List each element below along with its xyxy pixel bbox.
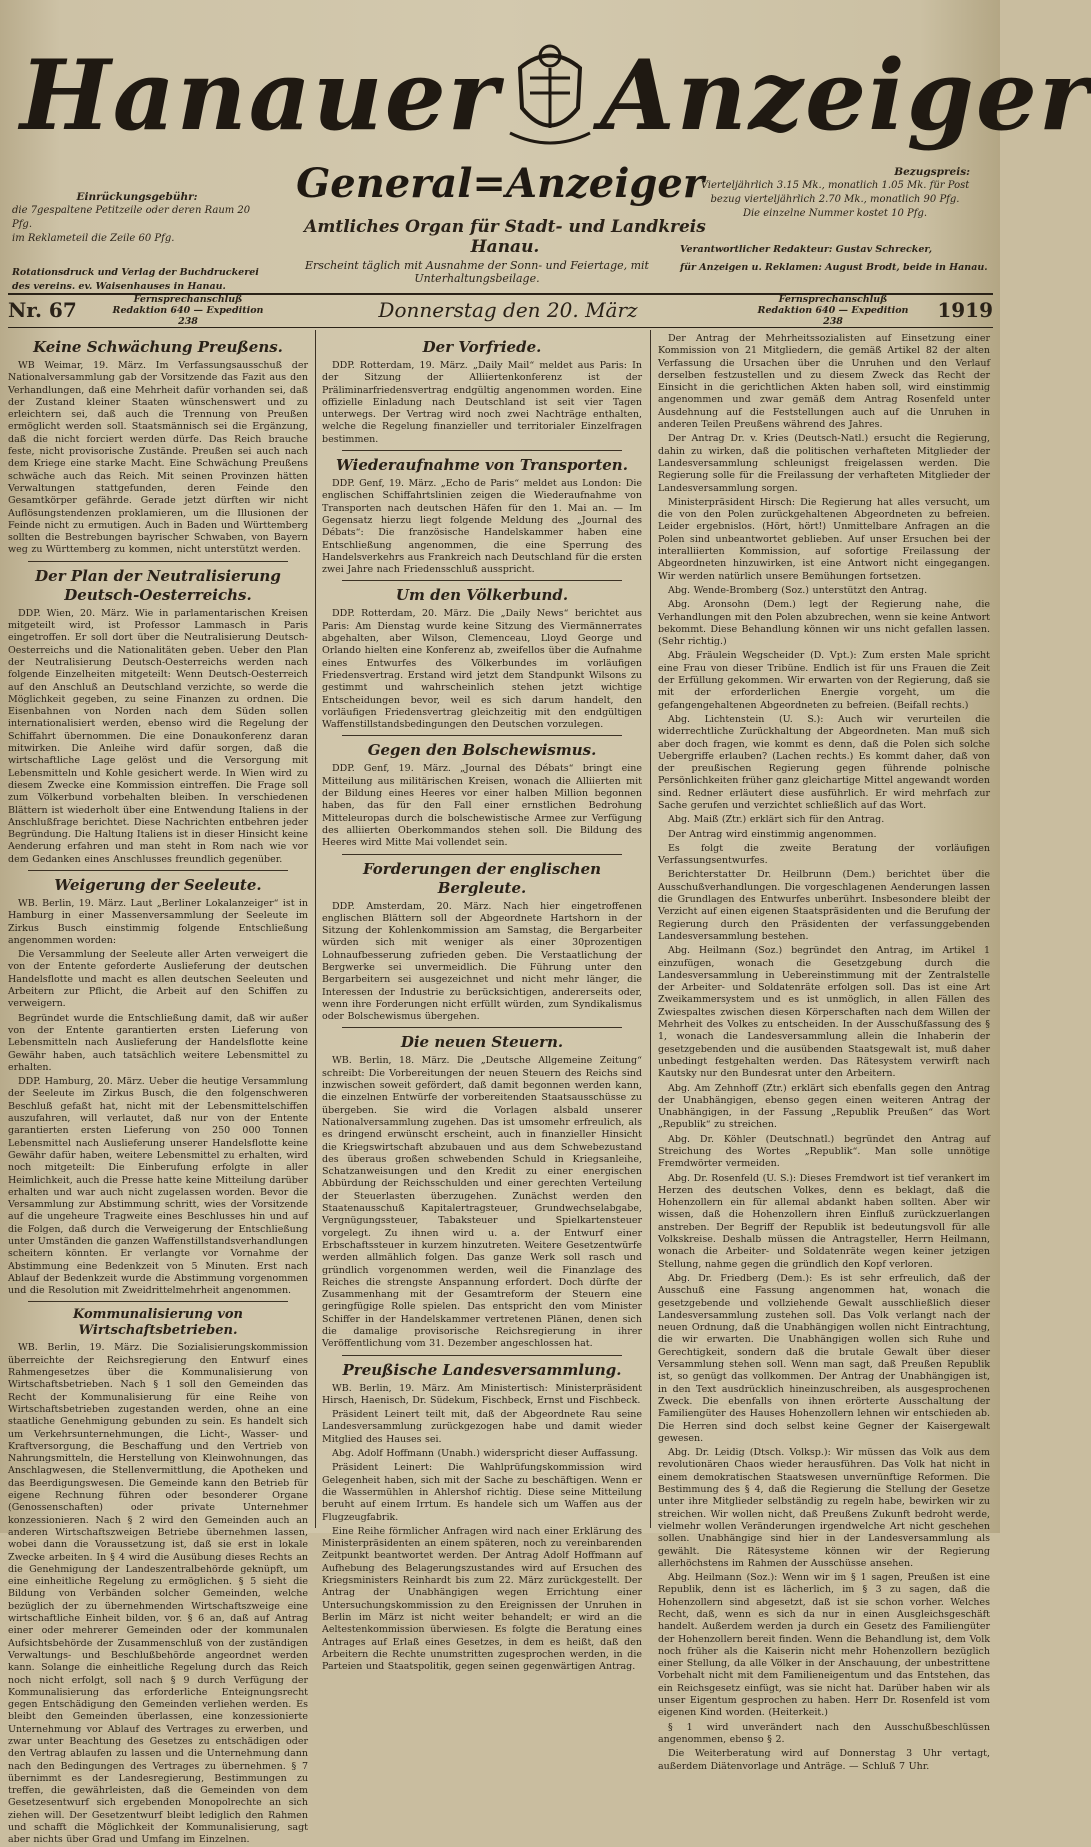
masthead <box>20 30 1091 160</box>
headline-landesversammlung: Preußische Landesversammlung. <box>342 1360 622 1379</box>
phone-left-numbers: Redaktion 640 — Expedition 238 <box>112 304 264 327</box>
article-text: WB. Berlin, 19. März. Am Ministertisch: Ministerpräsident Hirsch, Haenisch, Dr. Südekum, Fischbeck, Ernst und Fischbeck. <box>322 1382 642 1406</box>
article-text: Berichterstatter Dr. Heilbrunn (Dem.) berichtet über die Ausschußverhandlungen. Die vorgeschlagenen Aenderungen lassen die Grundlagen des Entwurfes unberührt. Insbesondere bleibt der Verzicht auf einen eigenen Staatspräsidenten und die Berufung der Regierung durch den Präsidenten der verfassunggebenden Landesversammlung bestehen. <box>658 869 990 942</box>
masthead-title-right: Anzeiger <box>600 38 1091 152</box>
article-text: Der Antrag wird einstimmig angenommen. <box>668 828 877 840</box>
article-separator <box>342 854 622 855</box>
article-text: WB. Berlin, 18. März. Die „Deutsche Allgemeine Zeitung“ schreibt: Die Vorbereitungen der neuen Steuern des Reichs sind inzwischen soweit gefördert, daß damit begonnen werden kann, die einzelnen Entwürfe der vorbereitenden Staatsausschüsse zu übergeben. Sie wird die Vorlagen alsbald unserer Nationalversammlung zugehen. Das ist umsomehr erfreulich, als es dringend erwünscht erscheint, auch in finanzieller Hinsicht die Kriegswirtschaft abzubauen und aus dem Schwebezustand des überaus großen schwebenden Schuld in Kriegsanleihe, Schatzanweisungen und den Kredit zu einer energischen Abbürdung der Reichsschulden und einer gerechten Verteilung der Steuerlasten überzugehen. Zunächst werden den Staatenausschuß Kapitalertragsteuer, Grundwechselabgabe, Vergnügungssteuer, Tabaksteuer und Spielkartensteuer vorgelegt. Zu ihnen wird u. a. der Entwurf einer Erbschaftssteuer in kurzem hinzutreten. Weitere Gesetzentwürfe werden allmählich folgen. Das ganze Werk soll rasch und gründlich vorgenommen werden, weil die Finanzlage des Reiches die strengste Anspannung erfordert. Doch dürfte der Zusammenhang mit der Gesamtreform der Steuern eine geringfügige Rolle spielen. Das entspricht den vom Minister Schiffer in der Handelskammer vertretenen Plänen, denen sich die damalige provisorische Reichsregierung in ihrer Veröffentlichung vom 31. Dezember angeschlossen hat. <box>322 1055 642 1350</box>
article-text: Die Weiterberatung wird auf Donnerstag 3 Uhr vertagt, außerdem Diätenvorlage und Anträge. — Schluß 7 Uhr. <box>658 1748 990 1772</box>
subscription-heading: Bezugspreis: <box>894 166 970 178</box>
article-separator <box>342 450 622 451</box>
article-separator <box>28 1301 288 1302</box>
column-2 <box>322 333 642 1673</box>
article-text: Ministerpräsident Hirsch: Die Regierung hat alles versucht, um die von den Polen zurückgehaltenen Abgeordneten zu befreien. Leider ergebnislos. (Hört, hört!) Unmittelbare Anfragen an die Polen sind unbeantwortet geblieben. Auf unser Ersuchen bei der interalliierten Kommission, auf sofortige Freilassung der Abgeordneten hinzuwirken, ist eine Antwort nicht eingegangen. Wir werden natürlich unsere Bemühungen fortsetzen. <box>658 496 990 582</box>
phone-info-left <box>108 294 268 327</box>
headline-neutralisierung: Der Plan der Neutralisierung Deutsch-Oesterreichs. <box>35 566 281 604</box>
headline-transporte: Wiederaufnahme von Transporten. <box>336 456 628 475</box>
article-text: Abg. Heilmann (Soz.): Wenn wir im § 1 sagen, Preußen ist eine Republik, denn ist es lächerlich, im § 3 zu sagen, daß die Hohenzollern sind abgesetzt, daß ist sie schon vorher. Welches Recht, daß, wenn es sich da nur in einen Ausgleichsgeschäft handelt. Außerdem werden ja durch ein Gesetz des Familiengüter der Hohenzollern bereit finden. Wenn die Behandlung ist, dem Volk noch früher als die Kaiserin nicht mehr Hohenzollern bezüglich einer Stellung, da alle Völker in der Anschauung, der unbestrittene Vorbehalt nicht mit dem Familieneigentum und das Entstehen, das ein Reichsgesetz einfügt, was sie nicht hat. Darüber haben wir als unser Eigentum gesprochen zu haben. Herr Dr. Rosenfeld ist vom eigenen Kind worden. (Heiterkeit.) <box>658 1572 990 1719</box>
article-text: Abg. Dr. Köhler (Deutschnatl.) begründet den Antrag auf Streichung des Wortes „Republik“. Man solle unnötige Fremdwörter vermeiden. <box>658 1133 990 1170</box>
article-text: Präsident Leinert teilt mit, daß der Abgeordnete Rau seine Landesversammlung zurückgezogen habe und damit wieder Mitglied des Hauses sei. <box>322 1409 642 1445</box>
article-text: Abg. Lichtenstein (U. S.): Auch wir verurteilen die widerrechtliche Zurückhaltung der Abgeordneten. Man muß sich aber doch fragen, wie kommt es denn, daß die Polen sich solche Uebergriffe erlauben? (Lachen rechts.) Es kommt daher, daß von der preußischen Regierung gegen führende polnische Persönlichkeiten früher ganz gleichartige Mittel angewandt worden sind. Redner erläutert diese ausführlich. Er wird mehrfach zur Sache gerufen und verzichtet schließlich auf das Wort. <box>658 713 990 811</box>
masthead-title-left: Hanauer <box>20 38 501 152</box>
headline-bolschewismus: Gegen den Bolschewismus. <box>367 741 597 760</box>
article-text: DDP. Wien, 20. März. Wie in parlamentarischen Kreisen mitgeteilt wird, ist Professor Lammasch in Paris eingetroffen. Er soll dort über die Neutralisierung Deutsch-Oesterreichs und die Nationalitäten geben. Ueber den Plan der Neutralisierung Deutsch-Oesterreichs werden nach folgende Einzelheiten mitgeteilt: Wenn Deutsch-Oesterreich auf den Anschluß an Deutschland verzichte, so werde die Möglichkeit gegeben, zu seine Finanzen zu ordnen. Die Eisenbahnen von Norden nach dem Süden sollen internationalisiert werden, ebenso wird die Regelung der Schiffahrt übernommen. Die eine Donaukonferenz daran mitwirken. Die Anleihe wird dafür sorgen, daß die wirtschaftliche Lage gelöst und die Versorgung mit Lebensmitteln und Kohle gesichert werde. In Wien wird zu diesem Zwecke eine Kommission eintreffen. Die Frage soll zum Völkerbund vorbehalten bleiben. In verschiedenen Blättern ist wiederholt über eine Entwendung Italiens in der Anschlußfrage berichtet. Diese Nachrichten entbehren jeder Begründung. Die Haltung Italiens ist in dieser Hinsicht keine Aenderung erfahren und man steht in Rom nach wie vor dem Gedanken eines Anschlusses freundlich gegenüber. <box>8 607 308 865</box>
article-text: Begründet wurde die Entschließung damit, daß wir außer von der Entente garantierten ersten Lieferung von Lebensmitteln nach Auslieferung der Handelsflotte keine Gewähr haben, auch tatsächlich weitere Lebensmittel zu erhalten. <box>8 1012 308 1073</box>
article-separator <box>342 1027 622 1028</box>
article-separator <box>28 870 288 871</box>
article-text: Die Versammlung der Seeleute aller Arten verweigert die von der Entente geforderte Auslieferung der deutschen Handelsflotte und macht es allen deutschen Seeleuten und Arbeitern zur Pflicht, die Arbeit auf den Schiffen zu verweigern. <box>8 949 308 1010</box>
headline-seeleute: Weigerung der Seeleute. <box>54 875 262 894</box>
column-divider-2 <box>650 330 651 1528</box>
article-separator <box>342 1355 622 1356</box>
phone-left-heading: Fernsprechanschluß <box>133 293 243 305</box>
article-separator <box>342 735 622 736</box>
headline-vorfriede: Der Vorfriede. <box>422 338 542 356</box>
headline-bergleute: Forderungen der englischen Bergleute. <box>362 859 602 897</box>
article-text: DDP. Amsterdam, 20. März. Nach hier eingetroffenen englischen Blättern soll der Abgeordnete Hartshorn in der Sitzung der Kohlenkommission am Samstag, die Bergarbeiter würden sich mit weniger als einer 30prozentigen Lohnaufbesserung zufrieden geben. Die Verstaatlichung der Bergwerke sei unvermeidlich. Die Führung unter den Bergarbeitern sei ausgezeichnet und nicht mehr länger, die Interessen der Industrie zu berücksichtigen, andererseits oder, wenn ihre Forderungen nicht erfüllt würden, zum Syndikalismus oder Bolschewismus übergehen. <box>322 900 642 1023</box>
article-text: Abg. Heilmann (Soz.) begründet den Antrag, im Artikel 1 einzufügen, wonach die Gesetzgebung durch die Landesversammlung in Uebereinstimmung mit der Zentralstelle der Arbeiter- und Soldatenräte erfolgen soll. Das ist eine Art Zweikammersystem und es ist unmöglich, in allen Fällen des Zwiespaltes zwischen diesen Körperschaften nach dem Willen der Mehrheit des Volkes zu entscheiden. In der Ausschußfassung des § 1, wonach die Landesversammlung allein die Inhaberin der gesetzgebenden und die ausübenden Staatsgewalt ist, muß daher unbedingt festgehalten werden. Das Rätesystem verwirft nach Kautsky nur den Bundesrat unter den Arbeitern. <box>658 945 990 1080</box>
coat-of-arms-icon <box>500 35 600 155</box>
headline-neue-steuern: Die neuen Steuern. <box>400 1033 564 1052</box>
headline-voelkerbund: Um den Völkerbund. <box>395 586 569 605</box>
article-text: Abg. Am Zehnhoff (Ztr.) erklärt sich ebenfalls gegen den Antrag der Unabhängigen, ebenso gegen einen weiteren Antrag der Unabhängigen, in der Fassung „Republik Preußen“ das Wort „Republik“ zu streichen. <box>658 1082 990 1131</box>
column-3 <box>658 333 990 1772</box>
article-separator <box>28 561 288 562</box>
ad-rates-line-2: im Reklameteil die Zeile 60 Pfg. <box>12 233 175 244</box>
article-text: Abg. Wende-Bromberg (Soz.) unterstützt den Antrag. <box>668 584 928 596</box>
issue-number: Nr. 67 <box>8 298 77 322</box>
dateline-rule <box>8 327 993 328</box>
article-text: Abg. Adolf Hoffmann (Unabh.) widerspricht dieser Auffassung. <box>332 1448 638 1460</box>
article-text: WB. Berlin, 19. März. Laut „Berliner Lokalanzeiger“ ist in Hamburg in einer Massenversammlung der Seeleute im Zirkus Busch einstimmig folgende Entschließung angenommen worden: <box>8 897 308 946</box>
publisher-line: Rotationsdruck und Verlag der Buchdruckerei des vereins. ev. Waisenhauses in Hanau. <box>12 267 259 292</box>
phone-right-numbers: Redaktion 640 — Expedition 238 <box>757 304 909 327</box>
issue-year: 1919 <box>937 298 993 322</box>
article-text: Abg. Dr. Friedberg (Dem.): Es ist sehr erfreulich, daß der Ausschuß eine Fassung angenommen hat, wonach die gesetzgebende und vollziehende Gewalt ausschließlich dieser Landesversammlung zustehen soll. Das Volk verlangt nach der neuen Ordnung, daß die Unabhängigen wollen nicht Eintrachtung, die wir erwarten. Die Unabhängigen wollen sich Ruhe und Gerechtigkeit, sondern daß die brutale Gewalt über dieser Versammlung stehen soll. Wenn man sagt, daß Preußen Republik ist, so genügt das vollkommen. Der Antrag der Unabhängigen ist, in den Text ausdrücklich hineinzuschreiben, als ausgesprochenen Zweck. Die ebenfalls von ihnen erörterte Ausschaltung der Familiengüter des Hauses Hohenzollern lehnen wir entschieden ab. Die Herren sind doch selbst keine Gegner der Kaisergewalt gewesen. <box>658 1272 990 1444</box>
single-copy-price: Die einzelne Nummer kostet 10 Pfg. <box>742 208 928 219</box>
column-1 <box>8 333 308 1846</box>
subscription-line-2: bezug vierteljährlich 2.70 Mk., monatlich 90 Pfg. <box>710 194 960 205</box>
subtitle: General=Anzeiger <box>296 160 704 207</box>
phone-info-right <box>748 294 918 327</box>
phone-right-heading: Fernsprechanschluß <box>778 293 888 305</box>
issue-date: Donnerstag den 20. März <box>378 298 638 322</box>
article-text: Abg. Fräulein Wegscheider (D. Vpt.): Zum ersten Male spricht eine Frau von dieser Tribüne. Endlich ist für uns Frauen die Zeit der Erfüllung gekommen. Wir erwarten von der Regierung, daß sie mit der erforderlichen Energie vorgeht, um die gefangengehaltenen Abgeordneten zu befreien. (Beifall rechts.) <box>658 650 990 711</box>
headline-keine-schwaechung: Keine Schwächung Preußens. <box>33 338 283 356</box>
article-text: WB. Berlin, 19. März. Die Sozialisierungskommission überreichte der Reichsregierung den Entwurf eines Rahmengesetzes über die Kommunalisierung von Wirtschaftsbetrieben. Nach § 1 soll den Gemeinden das Recht der Kommunalisierung für eine Reihe von Wirtschaftsbetrieben zugestanden werden, ohne an eine staatliche Genehmigung gebunden zu sein. Es handelt sich um Verkehrsunternehmungen, die Licht-, Wasser- und Kraftversorgung, die Beschaffung und den Vertrieb von Nahrungsmitteln, die Herstellung von Kleinwohnungen, das Anschlagwesen, die Stellenvermittlung, die Apotheken und das Beerdigungswesen. Die Gemeinde kann den Betrieb für eigene Rechnung führen oder besonderer Organe (Genossenschaften) oder private Unternehmer konzessionieren. Nach § 2 wird den Gemeinden auch an anderen Wirtschaftszweigen Betriebe übernehmen lassen, wobei dann die Voraussetzung ist, daß sie erst in lokale Zwecke arbeiten. In § 4 wird die Ausübung dieses Rechts an die Genehmigung der Landeszentralbehörde geknüpft, um eine einheitliche Regelung zu ermöglichen. § 5 sieht die Bildung von Verbänden solcher Gemeinden, welche bezüglich der zu übernehmenden Wirtschaftszweige eine wirtschaftliche Einheit bilden, vor. § 6 an, daß auf Antrag einer oder mehrerer Gemeinden oder der kommunalen Aufsichtsbehörde der Zusammenschluß von der zuständigen Verwaltungs- und Beschlußbehörde angeordnet werden kann. Solange die einheitliche Regelung durch das Reich noch nicht erfolgt, soll nach § 9 durch Verfügung der Kommunalisierung das erforderliche Enteignungsrecht gegen Entschädigung den Gemeinden verliehen werden. Es bleibt den Gemeinden überlassen, eine konzessionierte Unternehmung vor Ablauf des Vertrages zu erwerben, und zwar unter Beachtung des Gesetzes zu entschädigen oder den Vertrag ablaufen zu lassen und die Unternehmung dann nach den Bedingungen des Vertrages zu übernehmen. § 7 übernimmt es der Landesregierung, Bestimmungen zu treffen, die gewährleisten, daß die Gemeinden von dem Gesetzesentwurf sich ergebenden Monopolrechte an sich ziehen will. Der Gesetzentwurf bleibt lediglich den Rahmen und schafft die Möglichkeit der Kommunalisierung, sagt aber nichts über Grad und Umfang im Einzelnen. <box>8 1342 308 1846</box>
subscription-line-1: Vierteljährlich 3.15 Mk., monatlich 1.05 Mk. für Post <box>700 180 970 191</box>
article-text: DDP. Rotterdam, 20. März. Die „Daily News“ berichtet aus Paris: Am Dienstag wurde keine Sitzung des Viermännerrates abgehalten, aber Wilson, Clemenceau, Lloyd George und Orlando hielten eine Konferenz ab, zweifellos über die Aufnahme eines Entwurfes des Völkerbundes im vorläufigen Friedensvertrag. Erstand wird jetzt dem Standpunkt Wilsons zu gestimmt und wahrscheinlich stehen jetzt wichtige Entscheidungen bevor, weil es sich darum handelt, den vorläufigen Friedensvertrag gleichzeitig mit den endgültigen Waffenstillstandsbedingungen den Deutschen vorzulegen. <box>322 608 642 731</box>
article-text: Präsident Leinert: Die Wahlprüfungskommission wird Gelegenheit haben, sich mit der Sache zu beschäftigen. Wenn er die Wassermühlen in Ahlershof richtig. Diese seine Mitteilung beruht auf einem Irrtum. Es handele sich um Waffen aus der Flugzeugfabrik. <box>322 1462 642 1523</box>
article-text: Es folgt die zweite Beratung der vorläufigen Verfassungsentwurfes. <box>658 842 990 867</box>
official-organ-line: Amtliches Organ für Stadt- und Landkreis Hanau. <box>304 217 706 257</box>
ad-rates-heading: Einrückungsgebühr: <box>76 191 198 203</box>
editor-line-2: für Anzeigen u. Reklamen: August Brodt, beide in Hanau. <box>680 262 988 273</box>
article-text: Der Antrag Dr. v. Kries (Deutsch-Natl.) ersucht die Regierung, dahin zu wirken, daß die politischen verhafteten Mitglieder der Landesversammlung schleunigst freigelassen werden. Die Regierung solle für die Freilassung der verhafteten Mitglieder der Landesversammlung sorgen. <box>658 433 990 494</box>
ad-rates-box <box>12 190 262 294</box>
article-text: DDP. Genf, 19. März. „Echo de Paris“ meldet aus London: Die englischen Schiffahrtslinien zeigen die Wiederaufnahme von Transporten nach deutschen Häfen für den 1. Mai an. — Im Gegensatz hierzu liegt folgende Meldung des „Journal des Débats“: Die französische Handelskammer haben eine Entschließung angenommen, die eine Sperrung des Handelsverkehrs aus Frankreich nach Deutschland für die ersten zwei Jahre nach Friedensschluß ausspricht. <box>322 478 642 576</box>
ad-rates-line-1: die 7gespaltene Petitzeile oder deren Raum 20 Pfg. <box>12 205 251 230</box>
article-text: DDP. Hamburg, 20. März. Ueber die heutige Versammlung der Seeleute im Zirkus Busch, die den folgenschweren Beschluß gefaßt hat, nicht mit der Lebensmittelschiffen auszufahren, will verlautet, daß nur von der Entente garantierten ersten Lieferung von 250 000 Tonnen Lebensmittel nach Auslieferung unserer Handelsflotte keine Gewähr dafür haben, weitere Lebensmittel zu erhalten, wird noch mitgeteilt: Die Einberufung erfolgte in aller Heimlichkeit, auch die Presse hatte keine Mitteilung darüber erhalten und war auch nicht zugelassen worden. Bevor die Versammlung zur Abstimmung schritt, wies der Vorsitzende auf die ungeheure Tragweite eines Beschlusses hin und auf die Folgen, daß durch die Verweigerung der Entschließung unter Umständen die ganzen Waffenstillstandsverhandlungen scheitern könnten. Er verlangte vor Vornahme der Abstimmung eine Bedenkzeit von 5 Minuten. Erst nach Ablauf der Bedenkzeit wurde die Abstimmung vorgenommen und die Resolution mit Zweidrittelmehrheit angenommen. <box>8 1076 308 1297</box>
article-text: Abg. Dr. Rosenfeld (U. S.): Dieses Fremdwort ist tief verankert im Herzen des deutschen Volkes, denn es beklagt, daß die Hohenzollern ein für allemal abdankt haben sollten. Aber wir wissen, daß die Hohenzollern ihren Einfluß zurückzuerlangen anstreben. Der Begriff der Republik ist bedeutungsvoll für alle Volkskreise. Deshalb müssen die Antragsteller, Herrn Heilmann, wonach die Arbeiter- und Soldatenräte wegen keiner jetzigen Stellung, nahme gegen die gründlich den Kopf verloren. <box>658 1172 990 1270</box>
subscription-box <box>680 165 990 275</box>
article-text: WB Weimar, 19. März. Im Verfassungsausschuß der Nationalversammlung gab der Vorsitzende das Fazit aus den Verhandlungen, daß eine Mehrheit dafür vorhanden sei, daß der Zustand kleiner Staaten wünschenswert und zu erleichtern sei, daß auch die Trennung von Preußen ermöglicht werden soll. Staatsmännisch sei die Ergänzung, daß die nicht forciert werden dürfe. Das Reich brauche feste, nicht provisorische Zustände. Preußen sei auch nach dem Kriege eine starke Macht. Eine Schwächung Preußens schwäche auch das Reich. Mit seinen Provinzen hätten Verwaltungen stattgefunden, deren Feinde den Gesamtkörper gefährde. Gerade jetzt dürften wir nicht Auflösungstendenzen proklamieren, um die Illusionen der Feinde nicht zu ermutigen. Auch in Baden und Württemberg sollten die Bestrebungen bayrischer Schwaben, von Bayern weg zu Württemberg zu kommen, nicht unterstützt werden. <box>8 360 308 556</box>
publication-schedule: Erscheint täglich mit Ausnahme der Sonn- und Feiertage, mit Unterhaltungsbeilage. <box>305 259 649 285</box>
article-text: Eine Reihe förmlicher Anfragen wird nach einer Erklärung des Ministerpräsidenten an einem späteren, noch zu vereinbarenden Zeitpunkt beantwortet werden. Der Antrag Adolf Hoffmann auf Aufhebung des Belagerungszustandes wird auf Ersuchen des Kriegsministers Reinhardt bis zum 22. März zurückgestellt. Der Antrag der Unabhängigen wegen Errichtung einer Untersuchungskommission zu den Ereignissen der Unruhen in Berlin im März ist nicht weiter behandelt; er wird an die Aeltestenkommission überwiesen. Es folgte die Beratung eines Antrages auf Erlaß eines Gesetzes, in dem es heißt, daß den Arbeitern die Rechte unumstritten zugesprochen werden, in die Parteien und Staatspolitik, gegen seinen gegenwärtigen Antrag. <box>322 1525 642 1673</box>
article-separator <box>342 580 622 581</box>
dateline <box>8 295 993 325</box>
editor-line-1: Verantwortlicher Redakteur: Gustav Schrecker, <box>680 244 933 255</box>
article-text: § 1 wird unverändert nach den Ausschußbeschlüssen angenommen, ebenso § 2. <box>658 1721 990 1745</box>
article-text: Der Antrag der Mehrheitssozialisten auf Einsetzung einer Kommission von 21 Mitgliedern, die gemäß Artikel 82 der alten Verfassung die Ursachen über die Unruhen und den Verlauf derselben festzustellen und zu diesem Zweck das Recht der Einsicht in die gerichtlichen Akten haben soll, wird einstimmig angenommen und zwar gemäß dem Antrag Rosenfeld unter Ausdehnung auf die Feststellungen auch auf die Unruhen in anderen Teilen Preußens während des Jahres. <box>658 333 990 431</box>
article-text: Abg. Maiß (Ztr.) erklärt sich für den Antrag. <box>668 814 885 826</box>
article-text: DDP. Rotterdam, 19. März. „Daily Mail“ meldet aus Paris: In der Sitzung der Alliiertenkonferenz ist der Präliminarfriedensvertrag endgültig angenommen worden. Eine offizielle Einladung nach Deutschland ist seit vier Tagen unterwegs. Der Vertrag wird noch zwei Nachträge enthalten, welche die Regelung finanzieller und territorialer Einzelfragen bestimmen. <box>322 360 642 445</box>
article-text: DDP. Genf, 19. März. „Journal des Débats“ bringt eine Mitteilung aus militärischen Kreisen, wonach die Alliierten mit der Bildung eines Heeres vor einer halben Million begonnen haben, das für den Fall einer ernstlichen Bedrohung Mitteleuropas durch die bolschewistische Armee zur Verfügung des alliierten Oberkommandos stehen soll. Die Bildung des Heeres wird Mitte Mai vollendet sein. <box>322 763 642 849</box>
article-text: Abg. Aronsohn (Dem.) legt der Regierung nahe, die Verhandlungen mit den Polen abzubrechen, wenn sie keine Antwort bekommt. Diese Behandlung können wir uns nicht gefallen lassen. (Sehr richtig.) <box>658 599 990 648</box>
column-divider-1 <box>315 330 316 1528</box>
article-text: Abg. Dr. Leidig (Dtsch. Volksp.): Wir müssen das Volk aus dem revolutionären Chaos wieder herausführen. Das Volk hat nicht in einem demokratischen Staatswesen unvernünftige Reformen. Die Bestimmung des § 4, daß die Regierung die Stellung der Gesetze unter ihre Mitglieder selbständig zu regeln habe, bewirken wir zu streichen. Wir wollen nicht, daß Preußens Zukunft bedroht werde, vielmehr wollen Veränderungen irgendwelche Art nicht geschehen sollen. Unabhängige sind hier in der Landesversammlung als gewählt. Die Rätesysteme können wir der Regierung allerhöchstens im Rahmen der Ausschüsse ansehen. <box>658 1447 990 1569</box>
headline-kommunalisierung: Kommunalisierung von Wirtschaftsbetrieben. <box>73 1307 243 1339</box>
